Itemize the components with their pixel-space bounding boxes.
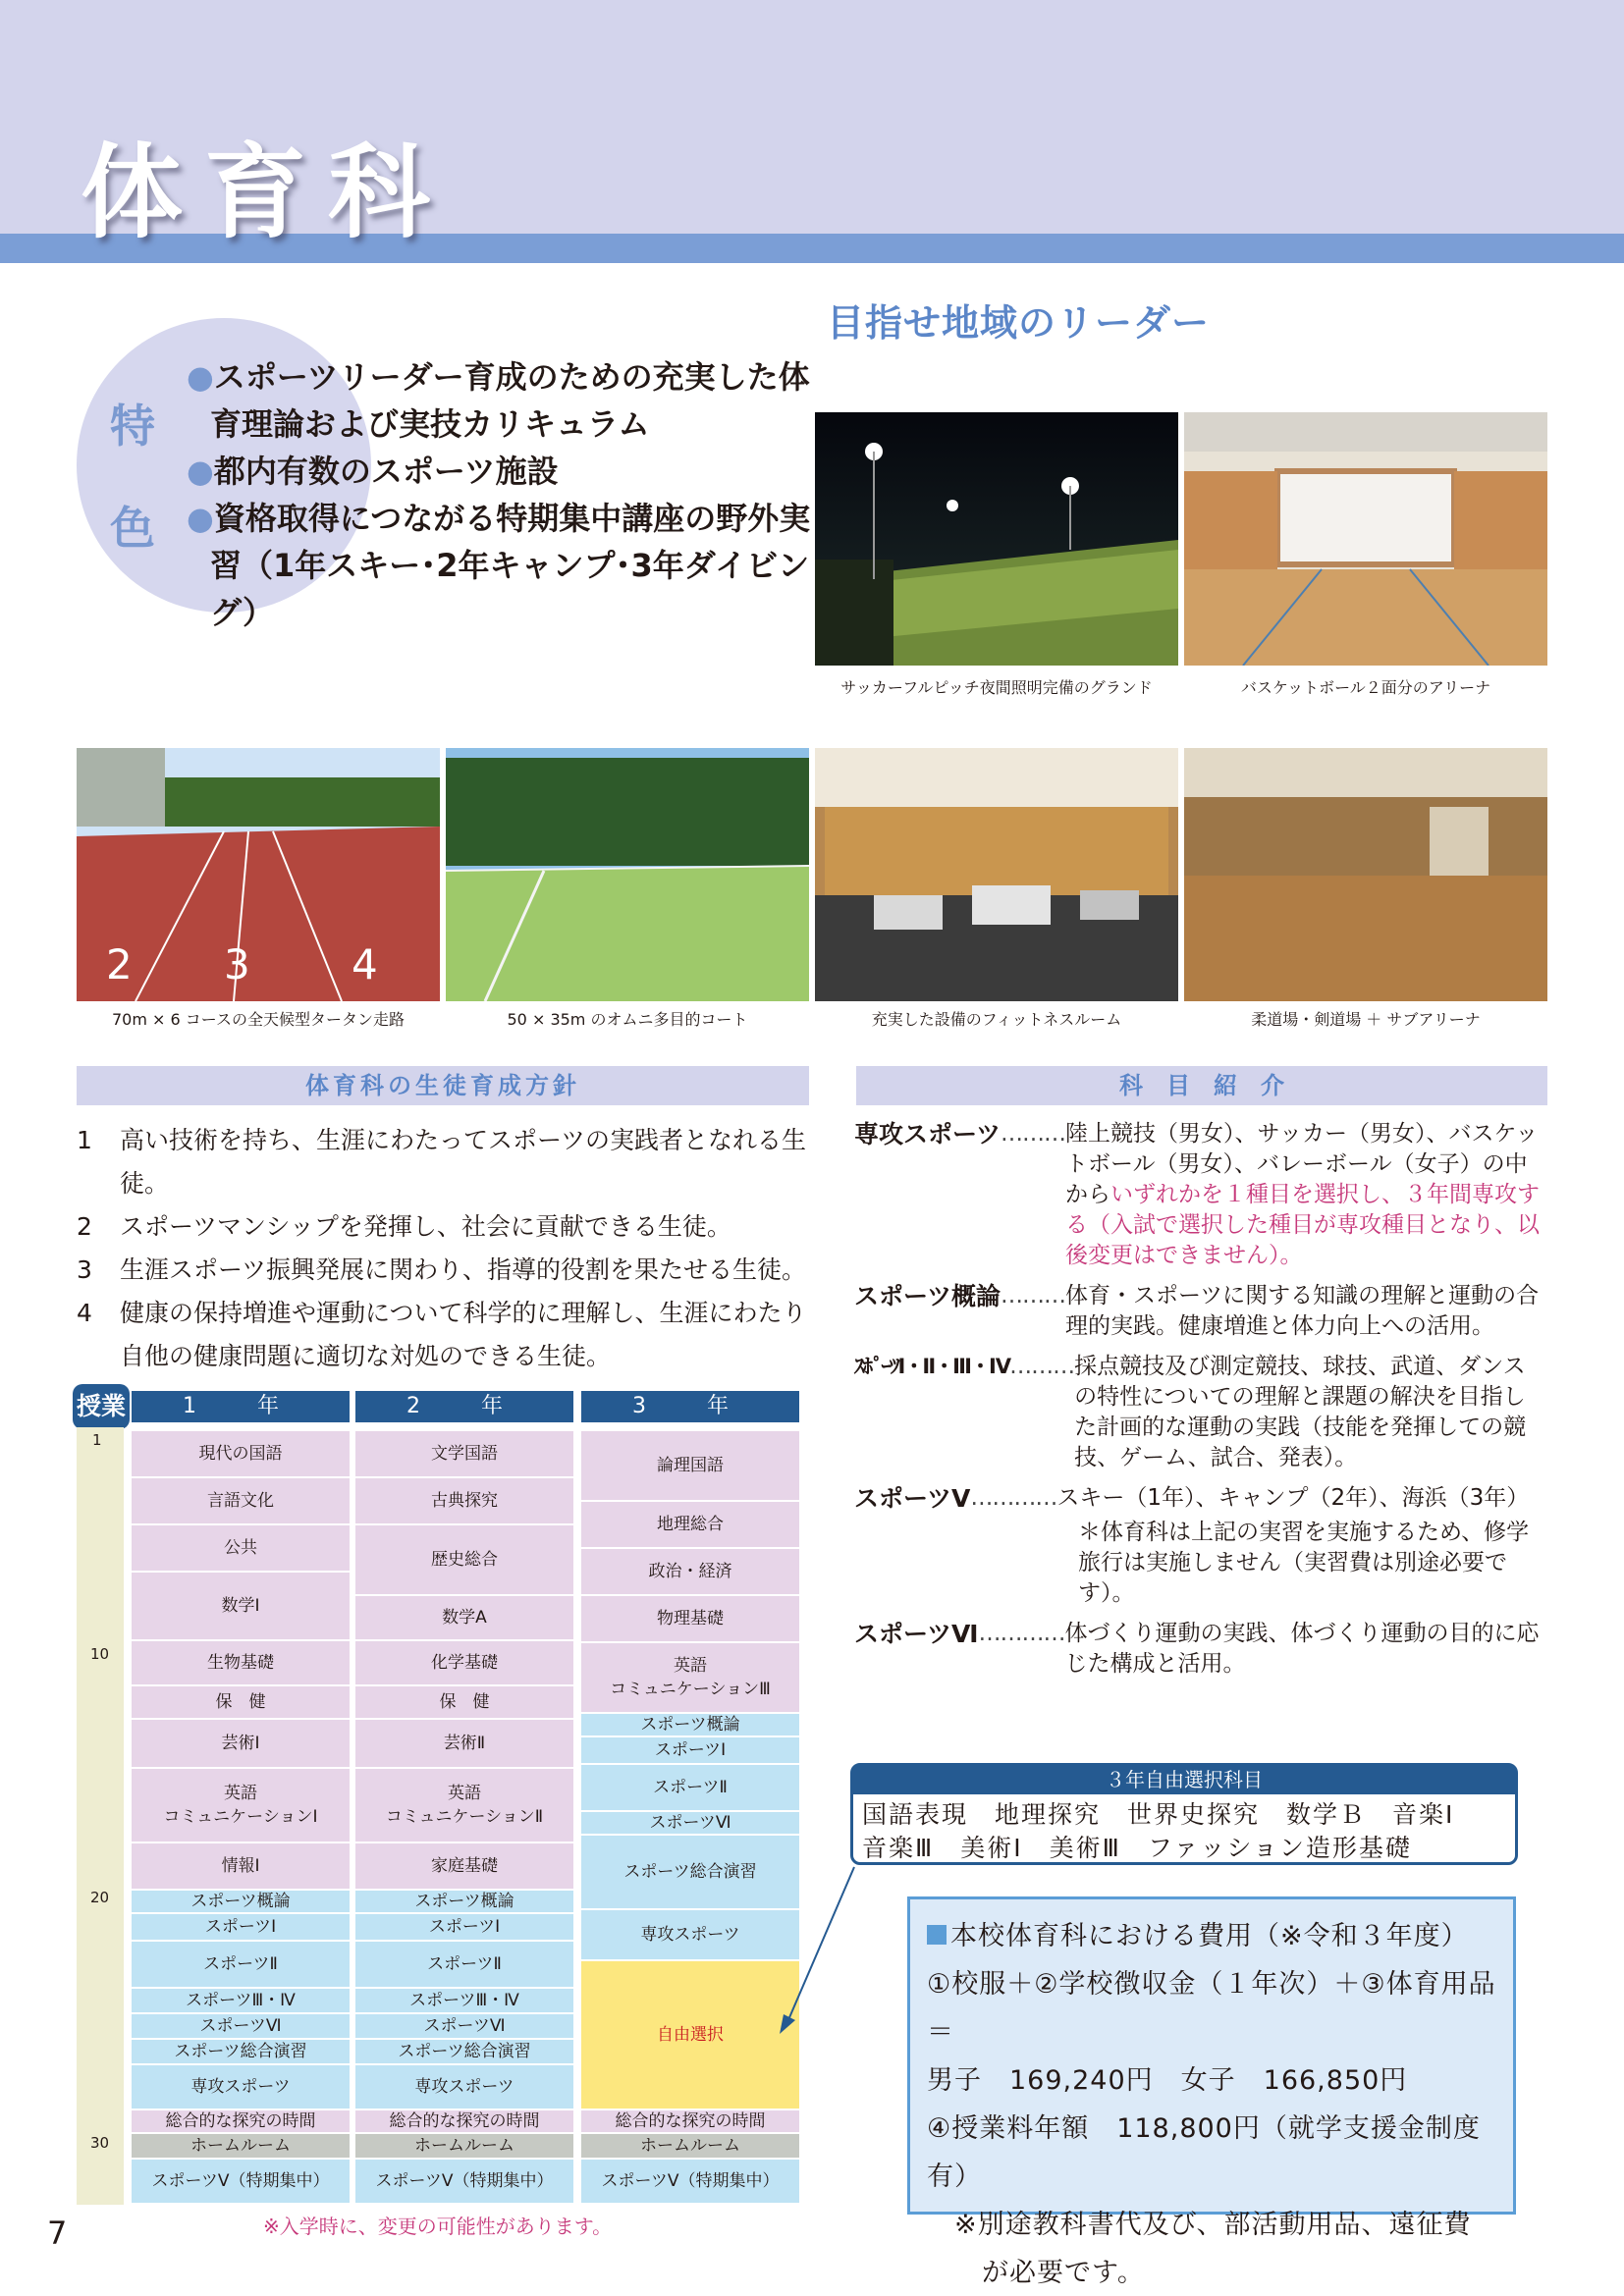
subject-item: スポーツⅤ ………… スキー（1年）、キャンプ（2年）、海浜（3年） bbox=[854, 1484, 1530, 1513]
policy-item: 1 高い技術を持ち、生涯にわたってスポーツの実践者となれる生徒。 bbox=[77, 1126, 807, 1198]
schedule-cell-year1: 生物基礎 bbox=[132, 1641, 350, 1686]
costs-line: が必要です。 bbox=[982, 2258, 1145, 2288]
features-label-1: 特 bbox=[110, 400, 155, 453]
schedule-cell-year1: 現代の国語 bbox=[132, 1431, 350, 1478]
schedule-cell-year1: 保 健 bbox=[132, 1686, 350, 1720]
photo-caption: 70m × 6 コースの全天候型タータン走路 bbox=[112, 1010, 405, 1029]
schedule-cell-year2: スポーツⅤ（特期集中） bbox=[355, 2160, 573, 2205]
period-mark: 10 bbox=[90, 1645, 110, 1663]
schedule-cell-year2: スポーツ総合演習 bbox=[355, 2040, 573, 2065]
schedule-cell-year2: スポーツⅠ bbox=[355, 1914, 573, 1942]
schedule-cell-year1: 英語 コミュニケーションⅠ bbox=[132, 1769, 350, 1843]
policy-list bbox=[77, 1119, 813, 1378]
schedule-cell-year2: 古典探究 bbox=[355, 1478, 573, 1525]
square-bullet-icon bbox=[927, 1925, 947, 1945]
schedule-cell-year3: 専攻スポーツ bbox=[581, 1910, 799, 1961]
svg-text:2: 2 bbox=[106, 940, 133, 988]
schedule-cell-year1: スポーツⅠ bbox=[132, 1914, 350, 1942]
schedule-note: ※入学時に、変更の可能性があります。 bbox=[263, 2215, 613, 2238]
subject-item: 専攻スポーツ ……… 陸上競技（男女）、サッカー（男女）、バスケットボール（男女）、バレーボール（女子）の中からいずれかを１種目を選択し、３年間専攻する（入試で選択した種目が専攻種目となり、以後変更はできません）。 bbox=[854, 1120, 1541, 1268]
costs-line: ④授業料年額 118,800円（就学支援金制度有） bbox=[927, 2113, 1481, 2192]
policy-item: 3 生涯スポーツ振興発展に関わり、指導的役割を果たせる生徒。 bbox=[77, 1255, 807, 1284]
page-title: 体育科 bbox=[81, 132, 453, 252]
schedule-cell-year2: スポーツ概論 bbox=[355, 1891, 573, 1914]
photo-caption: 50 × 35m のオムニ多目的コート bbox=[507, 1010, 748, 1029]
schedule-column-year2: 2 年 bbox=[355, 1391, 573, 1422]
subject-item: ｽﾎﾟｰﾂⅠ・Ⅱ・Ⅲ・Ⅳ ……… 採点競技及び測定競技、球技、武道、ダンスの特性についての理解と課題の解決を目指した計画的な運動の実践（技能を発揮しての競技、ゲーム、試合、発表）。 bbox=[854, 1354, 1527, 1470]
subjects-list bbox=[854, 1119, 1542, 1689]
schedule-cell-year3: 地理総合 bbox=[581, 1502, 799, 1549]
schedule-cell-year2: 家庭基礎 bbox=[355, 1843, 573, 1891]
schedule-cell-year3: 自由選択 bbox=[581, 1961, 799, 2110]
feature-item: ●資格取得につながる特期集中講座の野外実習（1年スキー･2年キャンプ･3年ダイビング） bbox=[187, 500, 811, 631]
schedule-cell-year3: スポーツⅤ（特期集中） bbox=[581, 2160, 799, 2205]
schedule-cell-year2: 芸術Ⅱ bbox=[355, 1720, 573, 1769]
electives-title: ３年自由選択科目 bbox=[852, 1765, 1516, 1794]
svg-text:3: 3 bbox=[224, 940, 250, 988]
schedule-cell-year1: 芸術Ⅰ bbox=[132, 1720, 350, 1769]
schedule-cell-year1: スポーツ概論 bbox=[132, 1891, 350, 1914]
schedule-cell-year1: ホームルーム bbox=[132, 2134, 350, 2160]
policy-heading: 体育科の生徒育成方針 bbox=[77, 1066, 809, 1105]
schedule-cell-year1: 総合的な探究の時間 bbox=[132, 2110, 350, 2134]
schedule-cell-year1: スポーツⅥ bbox=[132, 2014, 350, 2040]
schedule-cell-year3: 英語 コミュニケーションⅢ bbox=[581, 1643, 799, 1714]
schedule-cell-year2: スポーツⅢ・Ⅳ bbox=[355, 1989, 573, 2014]
subject-item: スポーツ概論 ……… 体育・スポーツに関する知識の理解と運動の合理的実践。健康増進と体力向上への活用。 bbox=[854, 1282, 1540, 1339]
feature-item: ●都内有数のスポーツ施設 bbox=[187, 453, 559, 490]
electives-line: 国語表現 地理探究 世界史探究 数学Ｂ 音楽Ⅰ bbox=[862, 1800, 1455, 1829]
page-subtitle: 目指せ地域のリーダー bbox=[827, 301, 1211, 345]
photo-caption: バスケットボール２面分のアリーナ bbox=[1240, 678, 1491, 697]
subject-item: スポーツⅥ ………… 体づくり運動の実践、体づくり運動の目的に応じた構成と活用。 bbox=[854, 1620, 1540, 1677]
schedule-cell-year1: 専攻スポーツ bbox=[132, 2065, 350, 2110]
schedule-cell-year1: 数学Ⅰ bbox=[132, 1573, 350, 1641]
schedule-cell-year3: スポーツⅠ bbox=[581, 1737, 799, 1765]
schedule-column-year1: 1 年 bbox=[132, 1391, 350, 1422]
schedule-cell-year2: 文学国語 bbox=[355, 1431, 573, 1478]
photo-caption: 柔道場・剣道場 ＋ サブアリーナ bbox=[1251, 1010, 1481, 1029]
subject-note: ＊体育科は上記の実習を実施するため、修学旅行は実施しません（実習費は別途必要です）。 bbox=[1078, 1520, 1530, 1606]
electives-list bbox=[862, 1798, 1510, 1865]
svg-text:4: 4 bbox=[352, 940, 378, 988]
fitness-room-photo bbox=[815, 748, 1178, 1001]
schedule-cell-year2: 保 健 bbox=[355, 1686, 573, 1720]
schedule-cell-year3: 論理国語 bbox=[581, 1431, 799, 1502]
schedule-cell-year2: 数学A bbox=[355, 1596, 573, 1641]
schedule-cell-year3: ホームルーム bbox=[581, 2134, 799, 2160]
schedule-cell-year2: 英語 コミュニケーションⅡ bbox=[355, 1769, 573, 1843]
schedule-cell-year3: スポーツⅥ bbox=[581, 1812, 799, 1836]
costs-line: ※別途教科書代及び、部活動用品、遠征費 bbox=[954, 2210, 1472, 2240]
track-photo bbox=[77, 748, 440, 1001]
omni-court-photo bbox=[446, 748, 809, 1001]
schedule-label: 授業 bbox=[73, 1384, 130, 1429]
schedule-cell-year1: 公共 bbox=[132, 1525, 350, 1573]
schedule-cell-year2: 歴史総合 bbox=[355, 1525, 573, 1596]
schedule-cell-year2: スポーツⅥ bbox=[355, 2014, 573, 2040]
schedule-column-year3: 3 年 bbox=[581, 1391, 799, 1422]
features-list bbox=[187, 353, 815, 636]
schedule-cell-year3: 物理基礎 bbox=[581, 1596, 799, 1643]
schedule-cell-year3: 総合的な探究の時間 bbox=[581, 2110, 799, 2134]
features-label-2: 色 bbox=[110, 502, 155, 555]
schedule-cell-year1: スポーツⅡ bbox=[132, 1942, 350, 1989]
arena-photo bbox=[1184, 412, 1547, 666]
policy-item: 2 スポーツマンシップを発揮し、社会に貢献できる生徒。 bbox=[77, 1212, 731, 1241]
subjects-heading: 科 目 紹 介 bbox=[856, 1066, 1547, 1105]
schedule-cell-year1: 情報Ⅰ bbox=[132, 1843, 350, 1891]
schedule-cell-year2: 専攻スポーツ bbox=[355, 2065, 573, 2110]
photo-caption: 充実した設備のフィットネスルーム bbox=[871, 1010, 1122, 1029]
costs-line: ①校服＋②学校徴収金（１年次）＋③体育用品＝ bbox=[927, 1969, 1496, 2048]
schedule-cell-year2: スポーツⅡ bbox=[355, 1942, 573, 1989]
schedule-cell-year2: ホームルーム bbox=[355, 2134, 573, 2160]
costs-text bbox=[927, 1912, 1506, 2296]
costs-heading: 本校体育科における費用（※令和３年度） bbox=[927, 1912, 1506, 1960]
feature-item: ●スポーツリーダー育成のための充実した体育理論および実技カリキュラム bbox=[187, 358, 810, 443]
period-mark: 30 bbox=[90, 2134, 110, 2152]
schedule-cell-year1: スポーツⅤ（特期集中） bbox=[132, 2160, 350, 2205]
period-mark: 20 bbox=[90, 1889, 110, 1906]
electives-line: 音楽Ⅲ 美術Ⅰ 美術Ⅲ ファッション造形基礎 bbox=[862, 1834, 1412, 1862]
schedule-cell-year2: 化学基礎 bbox=[355, 1641, 573, 1686]
soccer-field-night-photo bbox=[815, 412, 1178, 666]
schedule-cell-year3: スポーツⅡ bbox=[581, 1765, 799, 1812]
period-column bbox=[77, 1427, 124, 2205]
dojo-photo bbox=[1184, 748, 1547, 1001]
schedule-cell-year1: スポーツⅢ・Ⅳ bbox=[132, 1989, 350, 2014]
photo-caption: サッカーフルピッチ夜間照明完備のグランド bbox=[840, 678, 1153, 697]
schedule-cell-year2: 総合的な探究の時間 bbox=[355, 2110, 573, 2134]
costs-line: 男子 169,240円 女子 166,850円 bbox=[927, 2065, 1408, 2096]
schedule-cell-year1: スポーツ総合演習 bbox=[132, 2040, 350, 2065]
schedule-cell-year1: 言語文化 bbox=[132, 1478, 350, 1525]
schedule-cell-year3: スポーツ概論 bbox=[581, 1714, 799, 1737]
period-mark: 1 bbox=[92, 1431, 102, 1449]
electives-pointer-arrow bbox=[776, 1865, 864, 2042]
schedule-cell-year3: スポーツ総合演習 bbox=[581, 1836, 799, 1910]
page-number: 7 bbox=[47, 2215, 68, 2252]
policy-item: 4 健康の保持増進や運動について科学的に理解し、生涯にわたり自他の健康問題に適切な対処のできる生徒。 bbox=[77, 1299, 807, 1370]
schedule-cell-year3: 政治・経済 bbox=[581, 1549, 799, 1596]
